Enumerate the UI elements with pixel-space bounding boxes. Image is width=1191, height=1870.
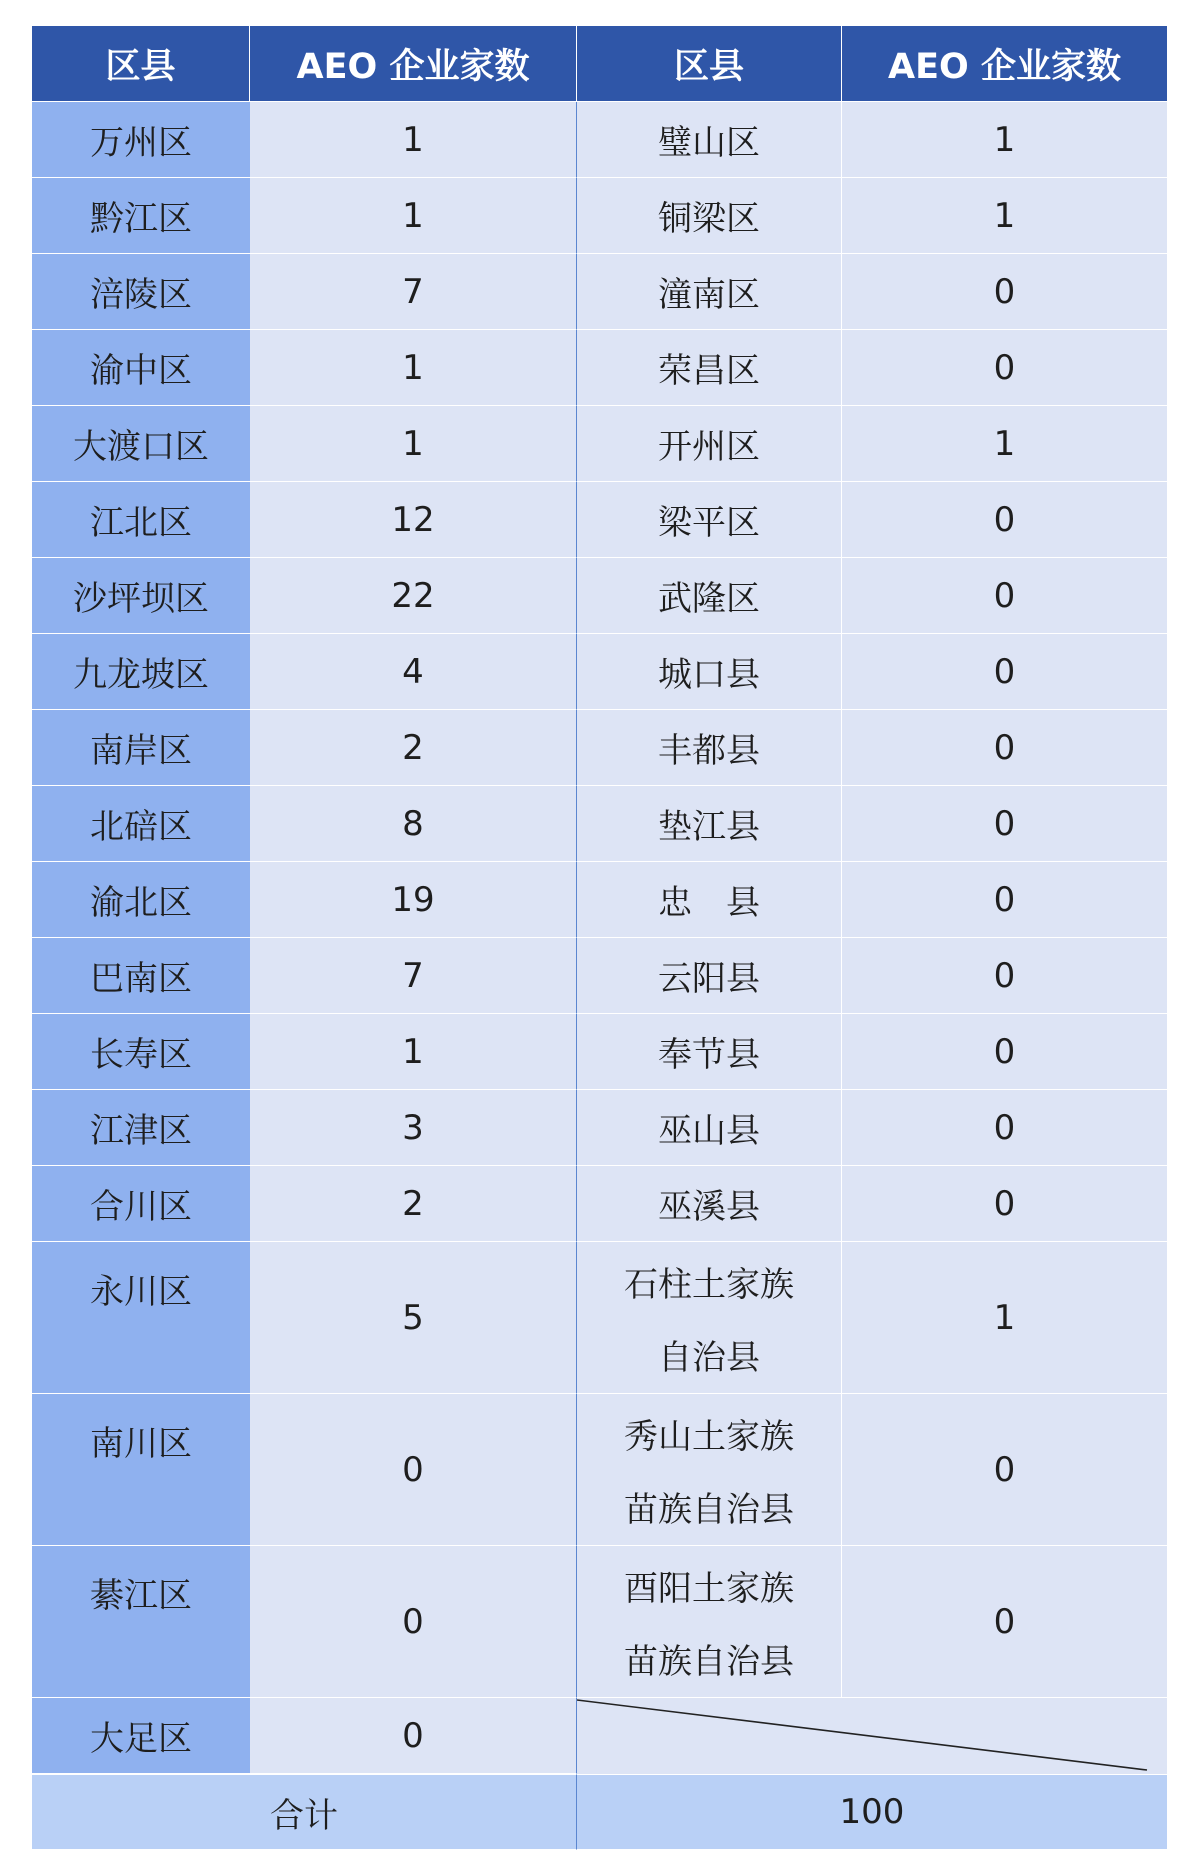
right-district: 巫溪县 [577,1166,842,1242]
left-count: 0 [250,1698,577,1774]
right-count: 1 [842,178,1167,254]
right-count: 0 [842,1394,1167,1546]
right-district: 潼南区 [577,254,842,330]
right-district-line2: 自治县 [658,1337,760,1378]
right-count: 0 [842,1166,1167,1242]
left-count: 1 [250,330,577,406]
left-count: 0 [250,1394,577,1546]
header-district: 区县 [32,26,250,102]
right-district: 梁平区 [577,482,842,558]
left-district: 綦江区 [32,1546,250,1698]
total-label: 合计 [32,1774,577,1850]
header-aeo-count-right: AEO 企业家数 [842,26,1167,102]
left-count: 12 [250,482,577,558]
right-district [577,1394,842,1546]
left-district: 万州区 [32,102,250,178]
left-district: 黔江区 [32,178,250,254]
aeo-table [32,26,1167,1847]
header-aeo-count: AEO 企业家数 [250,26,577,102]
right-district: 武隆区 [577,558,842,634]
right-count: 0 [842,1546,1167,1698]
header-district-right: 区县 [577,26,842,102]
right-district [577,1546,842,1698]
right-district: 奉节县 [577,1014,842,1090]
left-district: 渝中区 [32,330,250,406]
left-district: 江津区 [32,1090,250,1166]
right-district: 垫江县 [577,786,842,862]
left-district: 永川区 [32,1242,250,1394]
right-count: 0 [842,634,1167,710]
left-count: 1 [250,1014,577,1090]
left-district: 长寿区 [32,1014,250,1090]
right-count: 1 [842,406,1167,482]
right-district-line2: 苗族自治县 [624,1641,794,1682]
right-district: 荣昌区 [577,330,842,406]
right-district-line1: 酉阳土家族 [624,1568,794,1609]
left-count: 5 [250,1242,577,1394]
right-count: 1 [842,102,1167,178]
left-count: 7 [250,938,577,1014]
right-count: 0 [842,482,1167,558]
left-district: 九龙坡区 [32,634,250,710]
left-count: 3 [250,1090,577,1166]
left-count: 19 [250,862,577,938]
left-count: 8 [250,786,577,862]
left-district: 合川区 [32,1166,250,1242]
left-count: 1 [250,178,577,254]
empty-diagonal-cell [577,1698,1167,1774]
left-count: 2 [250,1166,577,1242]
right-district: 巫山县 [577,1090,842,1166]
right-count: 0 [842,862,1167,938]
left-count: 1 [250,102,577,178]
left-district: 巴南区 [32,938,250,1014]
total-value: 100 [577,1774,1167,1850]
left-count: 0 [250,1546,577,1698]
left-count: 1 [250,406,577,482]
right-district: 璧山区 [577,102,842,178]
right-district: 忠 县 [577,862,842,938]
right-count: 0 [842,254,1167,330]
left-district: 渝北区 [32,862,250,938]
right-district [577,1242,842,1394]
right-count: 0 [842,786,1167,862]
right-district-line1: 石柱土家族 [624,1264,794,1305]
left-district: 北碚区 [32,786,250,862]
left-district: 南岸区 [32,710,250,786]
right-district: 城口县 [577,634,842,710]
left-district: 涪陵区 [32,254,250,330]
right-count: 0 [842,710,1167,786]
left-district: 大足区 [32,1698,250,1774]
right-count: 0 [842,330,1167,406]
left-district: 沙坪坝区 [32,558,250,634]
right-district: 丰都县 [577,710,842,786]
right-count: 1 [842,1242,1167,1394]
right-count: 0 [842,938,1167,1014]
right-district-line1: 秀山土家族 [624,1416,794,1457]
left-count: 22 [250,558,577,634]
right-district: 开州区 [577,406,842,482]
right-count: 0 [842,1014,1167,1090]
right-district: 云阳县 [577,938,842,1014]
left-district: 江北区 [32,482,250,558]
diagonal-line [577,1698,1167,1774]
left-district: 南川区 [32,1394,250,1546]
left-count: 2 [250,710,577,786]
right-district: 铜梁区 [577,178,842,254]
right-count: 0 [842,1090,1167,1166]
left-count: 7 [250,254,577,330]
right-count: 0 [842,558,1167,634]
left-count: 4 [250,634,577,710]
left-district: 大渡口区 [32,406,250,482]
right-district-line2: 苗族自治县 [624,1489,794,1530]
